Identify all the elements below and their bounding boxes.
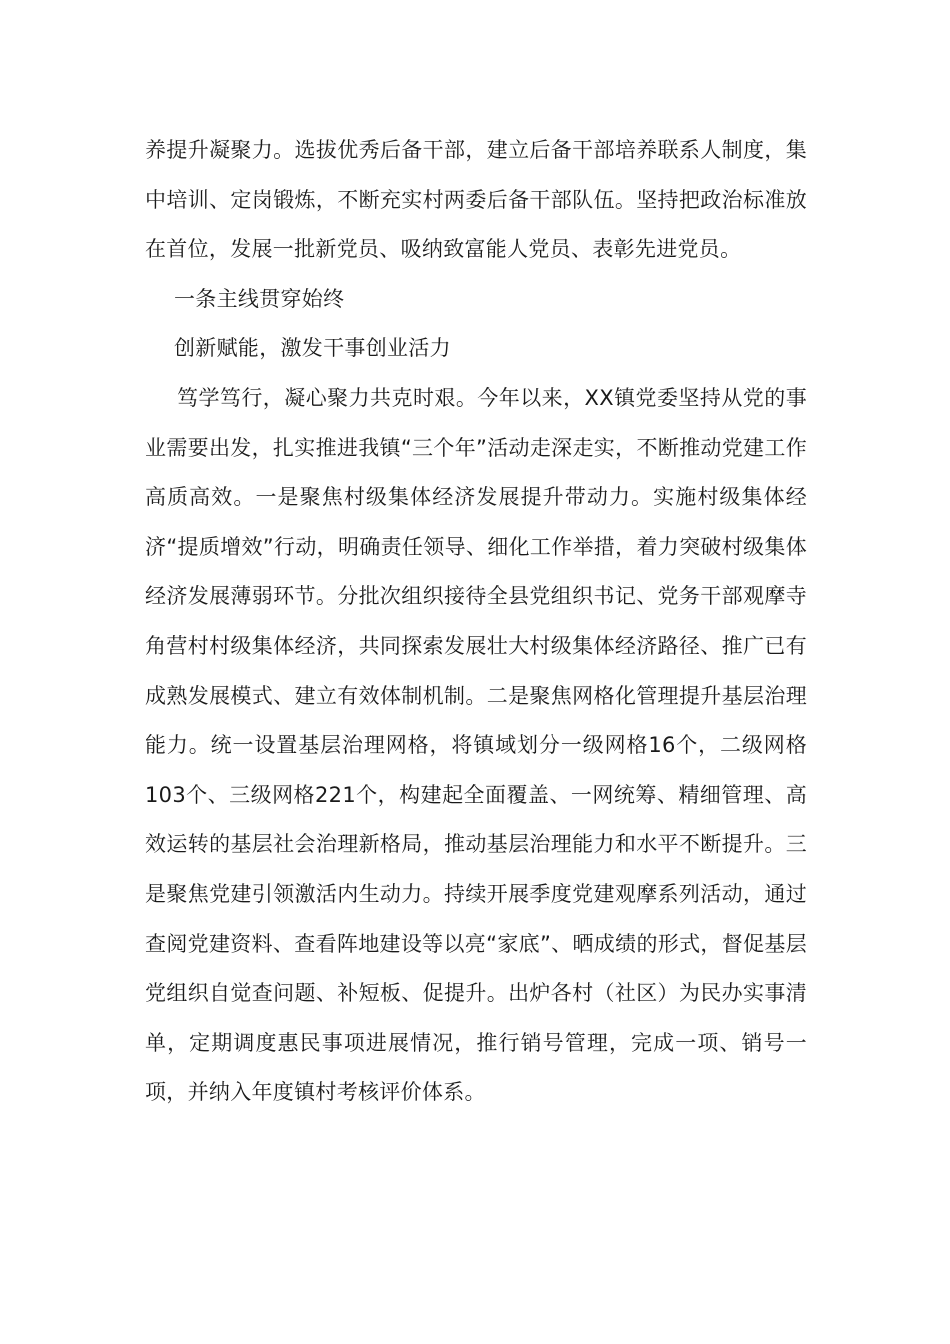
document-body [145,126,807,1118]
section-heading: 一条主线贯穿始终 [174,286,345,311]
subsection-heading: 创新赋能，激发干事创业活力 [174,336,451,361]
paragraph-body: 笃学笃行，凝心聚力共克时艰。今年以来，XX镇党委坚持从党的事业需要出发，扎实推进我镇“三个年”活动走深走实，不断推动党建工作高质高效。一是聚焦村级集体经济发展提升带动力。实施村级集体经济“提质增效”行动，明确责任领导、细化工作举措，着力突破村级集体经济发展薄弱环节。分批次组织接待全县党组织书记、党务干部观摩寺角营村村级集体经济，共同探索发展壮大村级集体经济路径、推广已有成熟发展模式、建立有效体制机制。二是聚焦网格化管理提升基层治理能力。统一设置基层治理网格，将镇域划分一级网格16个，二级网格103个、三级网格221个，构建起全面覆盖、一网统筹、精细管理、高效运转的基层社会治理新格局，推动基层治理能力和水平不断提升。三是聚焦党建引领激活内生动力。持续开展季度党建观摩系列活动，通过查阅党建资料、查看阵地建设等以亮“家底”、晒成绩的形式，督促基层党组织自觉查问题、补短板、促提升。出炉各村（社区）为民办实事清单，定期调度惠民事项进展情况，推行销号管理，完成一项、销号一项，并纳入年度镇村考核评价体系。 [145,385,807,1105]
paragraph-continuation: 养提升凝聚力。选拔优秀后备干部，建立后备干部培养联系人制度，集中培训、定岗锻炼，不断充实村两委后备干部队伍。坚持把政治标准放在首位，发展一批新党员、吸纳致富能人党员、表彰先进党员。 [145,138,807,262]
